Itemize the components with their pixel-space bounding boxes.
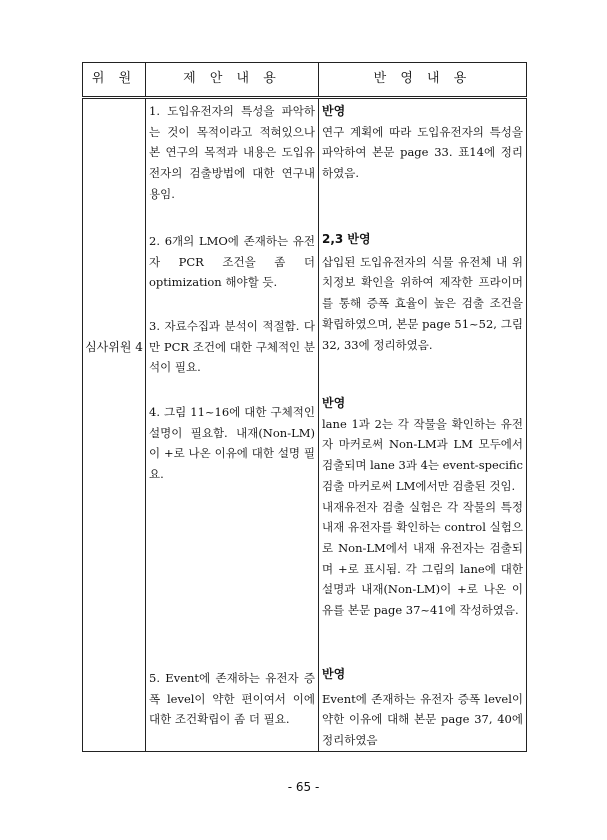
response-heading-2: 2,3 반영	[322, 232, 371, 246]
response-item-1	[322, 101, 523, 229]
proposal-item-4: 4. 그림 11~16에 대한 구체적인 설명이 필요함. 내재(Non-LM)이 +로 나온 이유에 대한 설명 필요.	[149, 405, 315, 482]
header-proposal: 제 안 내 용	[146, 63, 319, 98]
header-response: 반 영 내 용	[319, 63, 527, 98]
response-item-4	[322, 664, 523, 751]
proposal-item-3: 3. 자료수집과 분석이 적절함. 다만 PCR 조건에 대한 구체적인 분석이 필요.	[149, 319, 315, 375]
table-header-row	[83, 63, 527, 98]
proposal-item-2: 2. 6개의 LMO에 존재하는 유전자 PCR 조건을 좀 더 optimization 해야할 듯.	[149, 234, 315, 290]
response-heading-1: 반영	[322, 104, 346, 118]
proposal-item-5: 5. Event에 존재하는 유전자 증폭 level이 약한 편이여서 이에 대한 조건확립이 좀 더 필요.	[149, 671, 315, 727]
response-text-3a: lane 1과 2는 각 작물을 확인하는 유전자 마커로써 Non-LM과 LM 모두에서 검출되며 lane 3과 4는 event-specific 검출 마커로써 LM에서만 검출된 것임.	[322, 416, 523, 493]
response-text-2: 삽입된 도입유전자의 식물 유전체 내 위치정보 확인을 위하여 제작한 프라이머를 통해 증폭 효율이 높은 검출 조건을 확립하였으며, 본문 page 51~52, 그림 32, 33에 정리하였음.	[322, 254, 523, 352]
table-row	[83, 98, 527, 752]
reviewer-name: 심사위원 4	[83, 98, 146, 752]
response-item-2	[322, 229, 523, 393]
response-cell	[319, 98, 527, 752]
page-number: - 65 -	[287, 780, 320, 794]
response-text-3b: 내재유전자 검출 실험은 각 작물의 특정 내재 유전자를 확인하는 control 실험으로 Non-LM에서 내재 유전자는 검출되며 +로 표시됨. 각 그림의 lane에 대한 설명과 내재(Non-LM)이 +로 나온 이유를 본문 page 37~41에 작성하였음.	[322, 499, 523, 618]
response-heading-4: 반영	[322, 667, 346, 681]
header-reviewer: 위 원	[83, 63, 146, 98]
review-table	[82, 62, 527, 752]
response-heading-3: 반영	[322, 396, 346, 410]
proposal-item-1: 1. 도입유전자의 특성을 파악하는 것이 목적이라고 적혀있으나 본 연구의 목적과 내용은 도입유전자의 검출방법에 대한 연구내용임.	[149, 104, 315, 201]
response-text-1: 연구 계획에 따라 도입유전자의 특성을 파악하여 본문 page 33. 표14에 정리하였음.	[322, 124, 523, 181]
response-item-3	[322, 393, 523, 658]
proposal-cell	[146, 98, 319, 752]
response-text-4: Event에 존재하는 유전자 증폭 level이 약한 이유에 대해 본문 page 37, 40에 정리하였음	[322, 691, 523, 748]
